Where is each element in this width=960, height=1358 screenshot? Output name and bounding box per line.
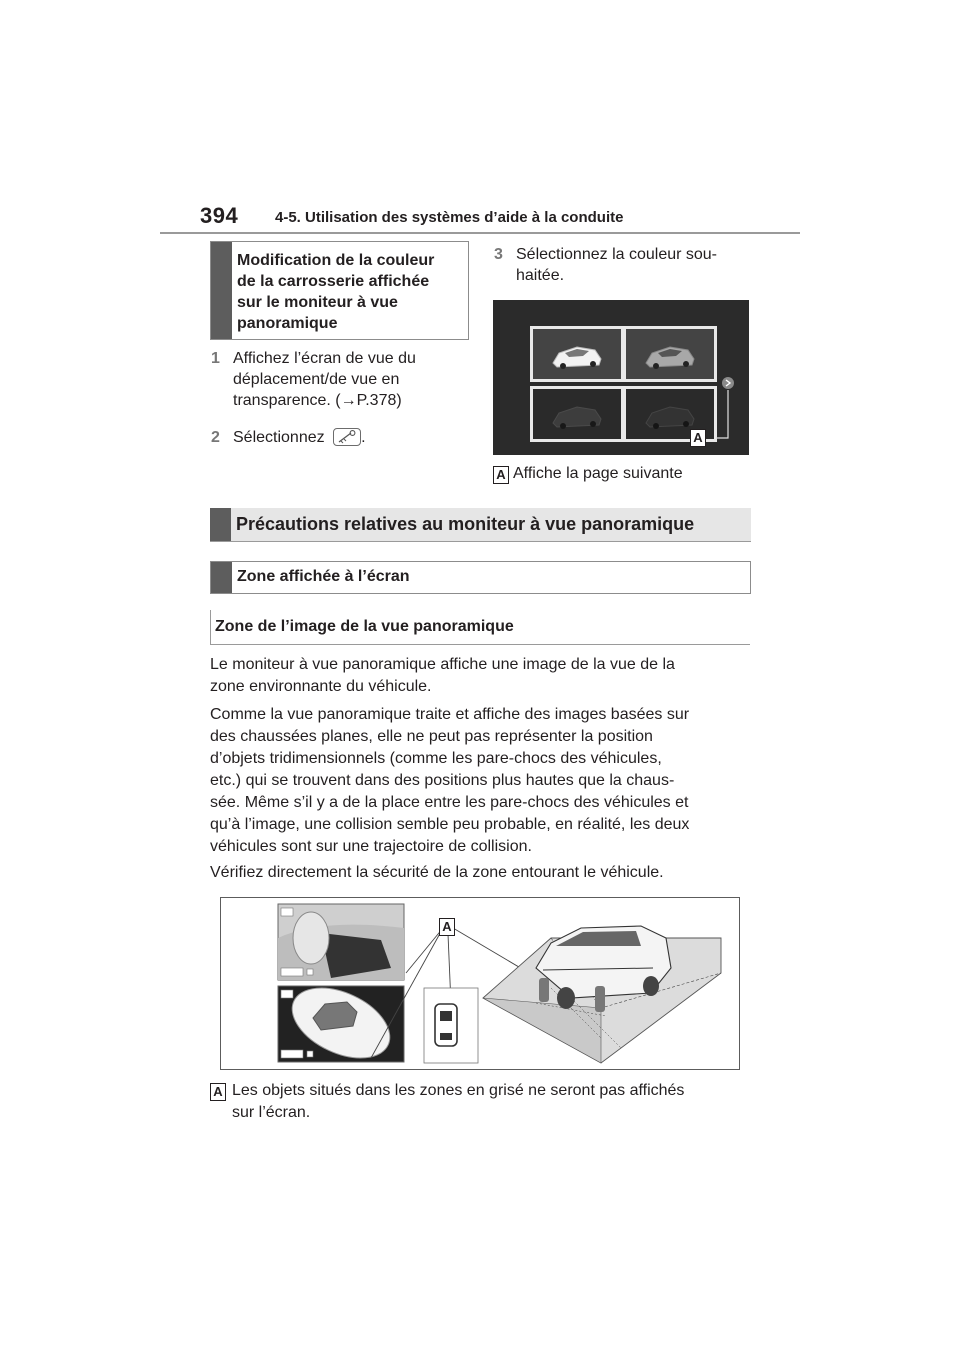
step-text: Sélectionnez la couleur sou- haitée. [516, 246, 718, 284]
step-text: Sélectionnez . [233, 429, 366, 446]
subheading-image-zone: Zone de l’image de la vue panoramique [215, 618, 514, 635]
next-page-callout [493, 300, 749, 455]
settings-key-icon [333, 428, 361, 446]
subsection-box-display-area [210, 561, 751, 594]
section-box-precautions [210, 508, 751, 542]
step-number: 1 [211, 350, 220, 367]
note-label-a: A [210, 1083, 226, 1101]
section-bar [210, 508, 231, 541]
header-rule [160, 232, 800, 234]
chapter-title: 4-5. Utilisation des systèmes d’aide à la conduite [275, 209, 624, 226]
section-bar [211, 562, 232, 593]
section-title-body-color: Modification de la couleur de la carrosserie affichée sur le moniteur à vue panoramique [237, 252, 435, 332]
step-text: Affichez l’écran de vue du déplacement/de vue en transparence. (→P.378) [233, 350, 416, 409]
subsection-title: Zone affichée à l’écran [237, 568, 410, 585]
color-selection-screen [493, 300, 749, 455]
subheading-rule [210, 644, 750, 645]
paragraph: Comme la vue panoramique traite et affiche des images basées sur des chaussées planes, elle ne peut pas représenter la position d’objets tridimensionnels (comme les pare-chocs des véhicules, etc.) qui se trouvent dans des positions plus hautes que la chaus- sée. Même s’il y a de la place entre les pare-chocs des véhicules et qu’à l’image, une collision semble peu probable, en réalité, les deux véhicules sont sur une trajectoire de collision. [210, 706, 690, 855]
section-title-precautions: Précautions relatives au moniteur à vue panoramique [236, 514, 695, 534]
callout-label-a: A [690, 429, 706, 447]
section-box-body-color [210, 241, 469, 340]
callout-label-a: A [493, 466, 509, 484]
paragraph: Vérifiez directement la sécurité de la zone entourant le véhicule. [210, 864, 664, 881]
page-number: 394 [200, 203, 239, 228]
subheading-marker [210, 610, 211, 644]
diagram-illustration [221, 898, 739, 1069]
paragraph: Le moniteur à vue panoramique affiche une image de la vue de la zone environnante du véhicule. [210, 656, 675, 695]
step-number: 2 [211, 429, 220, 446]
panoramic-zone-diagram [220, 897, 740, 1070]
diagram-label-a: A [439, 918, 455, 936]
step-number: 3 [494, 246, 503, 263]
section-bar [211, 242, 232, 339]
